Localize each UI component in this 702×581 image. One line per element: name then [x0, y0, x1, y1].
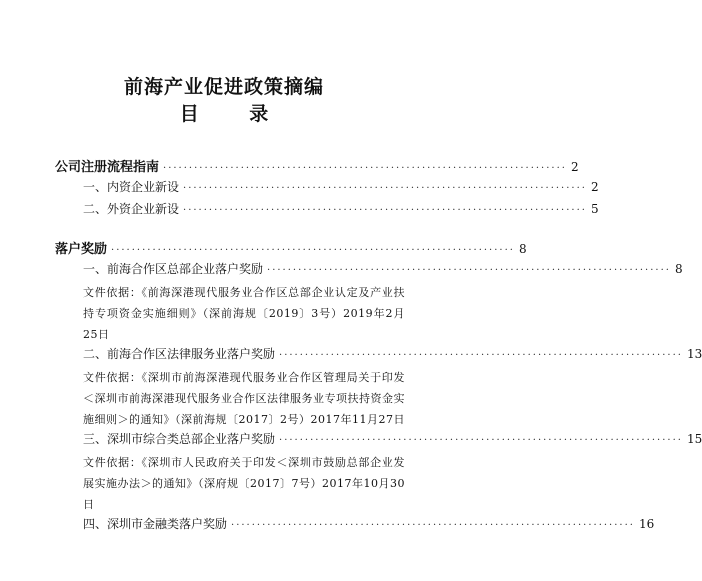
- toc-entry-domestic-enterprise[interactable]: [55, 178, 599, 200]
- toc-entry-settlement-rewards[interactable]: [55, 238, 527, 260]
- document-title: 前海产业促进政策摘编: [123, 76, 324, 98]
- toc-entry-company-registration[interactable]: [55, 156, 579, 178]
- toc-leader-dots: ··············································································: [183, 205, 587, 216]
- toc-page-number: 5: [590, 202, 599, 216]
- toc-leader-dots: ··············································································: [279, 350, 683, 361]
- toc-item-label: 二、外资企业新设: [83, 202, 180, 216]
- toc-entry-foreign-enterprise[interactable]: [55, 200, 599, 222]
- toc-page-number: 13: [686, 347, 702, 361]
- toc-page-number: 8: [518, 242, 527, 256]
- toc-page-number: 16: [638, 517, 655, 531]
- toc-section-label: 公司注册流程指南: [55, 160, 160, 175]
- toc-leader-dots: ··············································································: [111, 245, 515, 256]
- toc-leader-dots: ··············································································: [231, 520, 635, 531]
- toc-item-label: 三、深圳市综合类总部企业落户奖励: [83, 432, 276, 446]
- toc-leader-dots: ··············································································: [183, 183, 587, 194]
- toc-leader-dots: ··············································································: [163, 163, 567, 174]
- toc-leader-dots: ··············································································: [267, 265, 671, 276]
- toc-item-label: 一、内资企业新设: [83, 180, 180, 194]
- toc-entry-qianhai-hq-reward[interactable]: [55, 260, 683, 282]
- toc-leader-dots: ··············································································: [279, 435, 683, 446]
- toc-item-label: 二、前海合作区法律服务业落户奖励: [83, 347, 276, 361]
- toc-item-label: 四、深圳市金融类落户奖励: [83, 517, 228, 531]
- toc-entry-shenzhen-hq-reward[interactable]: [55, 430, 702, 452]
- toc-page-number: 2: [590, 180, 599, 194]
- toc-section-company-registration: [55, 156, 599, 222]
- toc-page-number: 15: [686, 432, 702, 446]
- document-subtitle: 目 录: [179, 103, 291, 125]
- toc-document-basis: 文件依据：《深圳市人民政府关于印发＜深圳市鼓励总部企业发展实施办法＞的通知》（深府规〔2017〕7号）2017年10月30日: [83, 456, 405, 511]
- toc-document-basis: 文件依据：《前海深港现代服务业合作区总部企业认定及产业扶持专项资金实施细则》（深前海规〔2019〕3号）2019年2月25日: [83, 286, 405, 341]
- toc-page-number: 2: [570, 160, 579, 174]
- toc-document-basis: 文件依据：《深圳市前海深港现代服务业合作区管理局关于印发＜深圳市前海深港现代服务业合作区法律服务业专项扶持资金实施细则＞的通知》（深前海规〔2017〕2号）2017年11月27日: [83, 371, 405, 426]
- toc-item-label: 一、前海合作区总部企业落户奖励: [83, 262, 264, 276]
- toc-page-number: 8: [674, 262, 683, 276]
- toc-section-label: 落户奖励: [55, 242, 108, 257]
- toc-entry-shenzhen-finance-reward[interactable]: [55, 515, 655, 537]
- toc-entry-qianhai-legal-reward[interactable]: [55, 345, 702, 367]
- toc-section-settlement-rewards: [55, 238, 702, 537]
